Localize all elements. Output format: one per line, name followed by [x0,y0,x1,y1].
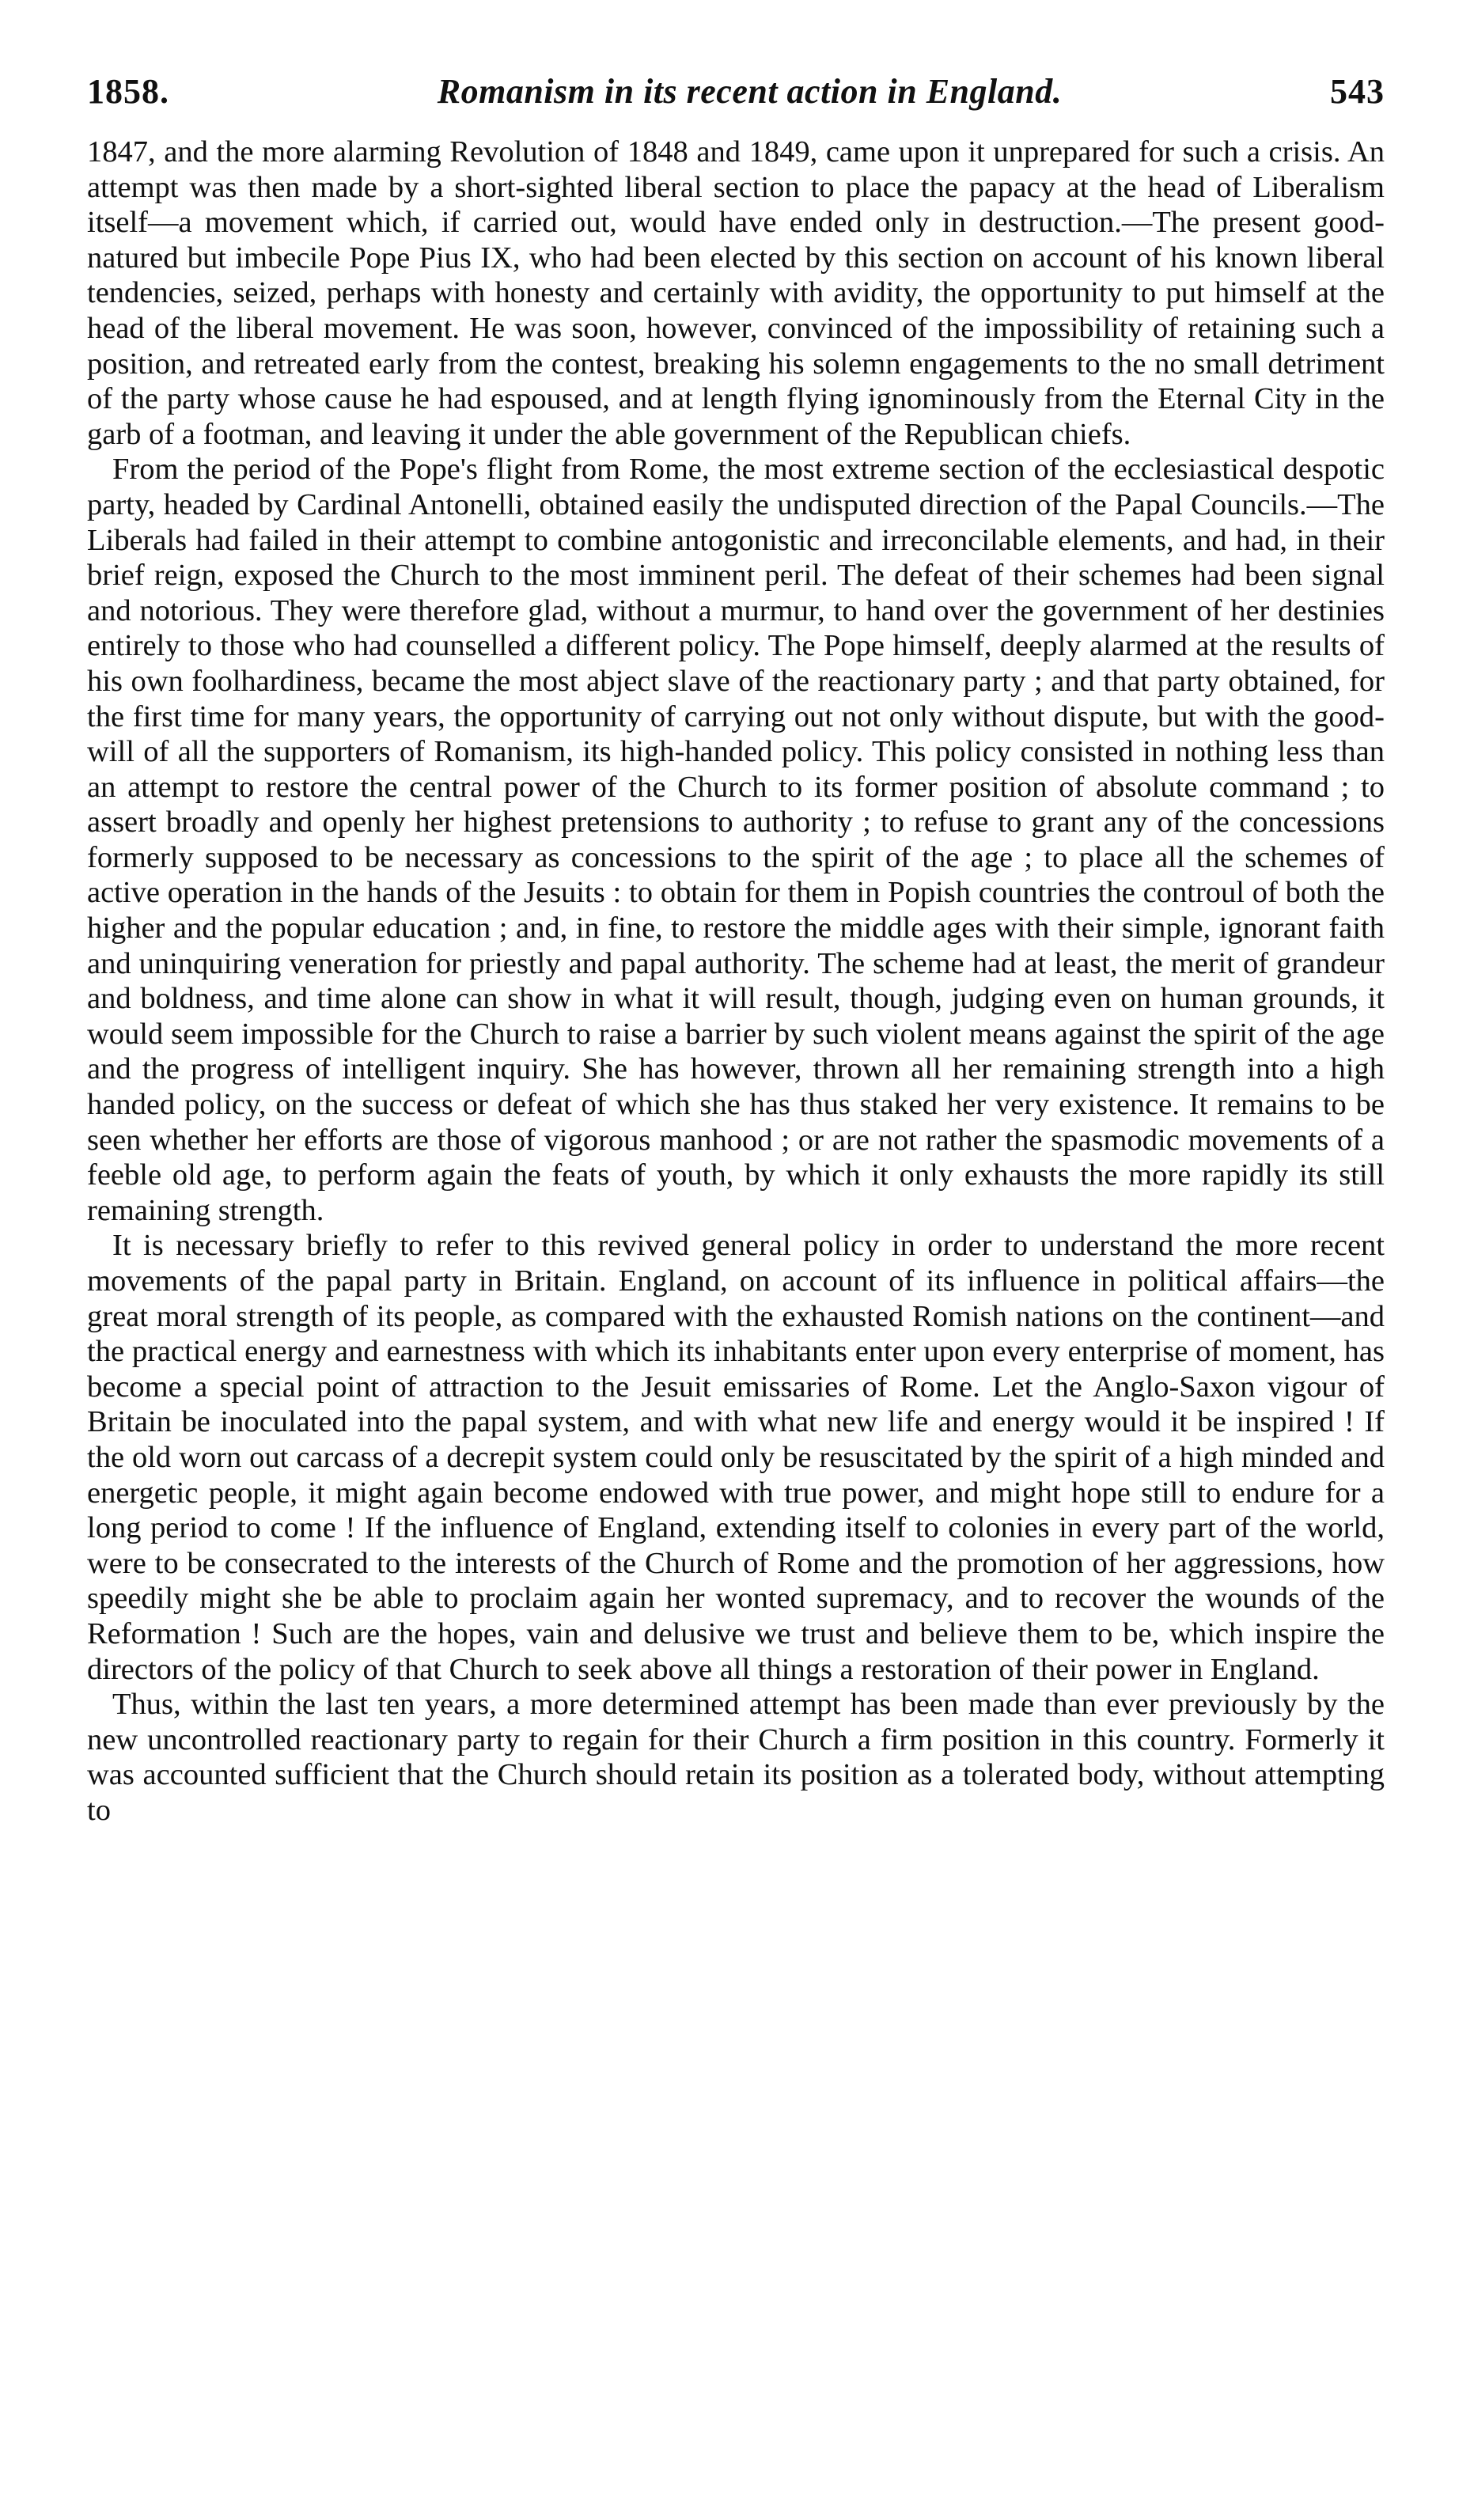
page-number: 543 [1329,72,1385,111]
paragraph-3: It is necessary briefly to refer to this revived general policy in order to understand the more recent movements of the papal party in Britain. England, on account of its influence in political affairs—the great moral strength of its people, as compared with the exhausted Romish nations on the continent—and the practical energy and earnestness with which its inhabitants enter upon every enterprise of moment, has become a special point of attraction to the Jesuit emissaries of Rome. Let the Anglo-Saxon vigour of Britain be inoculated into the papal system, and with what new life and energy would it be inspired ! If the old worn out carcass of a decrepit system could only be resuscitated by the spirit of a high minded and energetic people, it might again become endowed with true power, and might hope still to endure for a long period to come ! If the influence of England, extending itself to colonies in every part of the world, were to be consecrated to the interests of the Church of Rome and the promotion of her aggressions, how speedily might she be able to proclaim again her wonted supremacy, and to recover the wounds of the Reformation ! Such are the hopes, vain and delusive we trust and believe them to be, which inspire the directors of the policy of that Church to seek above all things a restoration of their power in England. [87,1229,1385,1686]
article-body [87,135,1385,1828]
paragraph-2: From the period of the Pope's flight from Rome, the most extreme section of the ecclesiastical despotic party, headed by Cardinal Antonelli, obtained easily the undisputed direction of the Papal Councils.—The Liberals had failed in their attempt to combine antogonistic and irreconcilable elements, and had, in their brief reign, exposed the Church to the most imminent peril. The defeat of their schemes had been signal and notorious. They were therefore glad, without a murmur, to hand over the government of her destinies entirely to those who had counselled a different policy. The Pope himself, deeply alarmed at the results of his own foolhardiness, became the most abject slave of the reactionary party ; and that party obtained, for the first time for many years, the opportunity of carrying out not only without dispute, but with the good-will of all the supporters of Romanism, its high-handed policy. This policy consisted in nothing less than an attempt to restore the central power of the Church to its former position of absolute command ; to assert broadly and openly her highest pretensions to authority ; to refuse to grant any of the concessions formerly supposed to be necessary as concessions to the spirit of the age ; to place all the schemes of active operation in the hands of the Jesuits : to obtain for them in Popish countries the controul of both the higher and the popular education ; and, in fine, to restore the middle ages with their simple, ignorant faith and uninquiring veneration for priestly and papal authority. The scheme had at least, the merit of grandeur and boldness, and time alone can show in what it will result, though, judging even on human grounds, it would seem impossible for the Church to raise a barrier by such violent means against the spirit of the age and the progress of intelligent inquiry. She has however, thrown all her remaining strength into a high handed policy, on the success or defeat of which she has thus staked her very existence. It remains to be seen whether her efforts are those of vigorous manhood ; or are not rather the spasmodic movements of a feeble old age, to perform again the feats of youth, by which it only exhausts the more rapidly its still remaining strength. [87,453,1385,1227]
paragraph-4: Thus, within the last ten years, a more determined attempt has been made than ever previously by the new uncontrolled reactionary party to regain for their Church a firm position in this country. Formerly it was accounted sufficient that the Church should retain its position as a tolerated body, without attempting to [87,1688,1385,1827]
paragraph-1: 1847, and the more alarming Revolution of 1848 and 1849, came upon it unprepared for such a crisis. An attempt was then made by a short-sighted liberal section to place the papacy at the head of Liberalism itself—a movement which, if carried out, would have ended only in destruction.—The present good-natured but imbecile Pope Pius IX, who had been elected by this section on account of his known liberal tendencies, seized, perhaps with honesty and certainly with avidity, the opportunity to put himself at the head of the liberal movement. He was soon, however, convinced of the impossibility of retaining such a position, and retreated early from the contest, breaking his solemn engagements to the no small detriment of the party whose cause he had espoused, and at length flying ignominously from the Eternal City in the garb of a footman, and leaving it under the able government of the Republican chiefs. [87,135,1385,451]
header-title: Romanism in its recent action in England. [437,72,1063,111]
header-year: 1858. [87,72,169,111]
page [87,71,1385,1828]
running-head [87,71,1385,119]
